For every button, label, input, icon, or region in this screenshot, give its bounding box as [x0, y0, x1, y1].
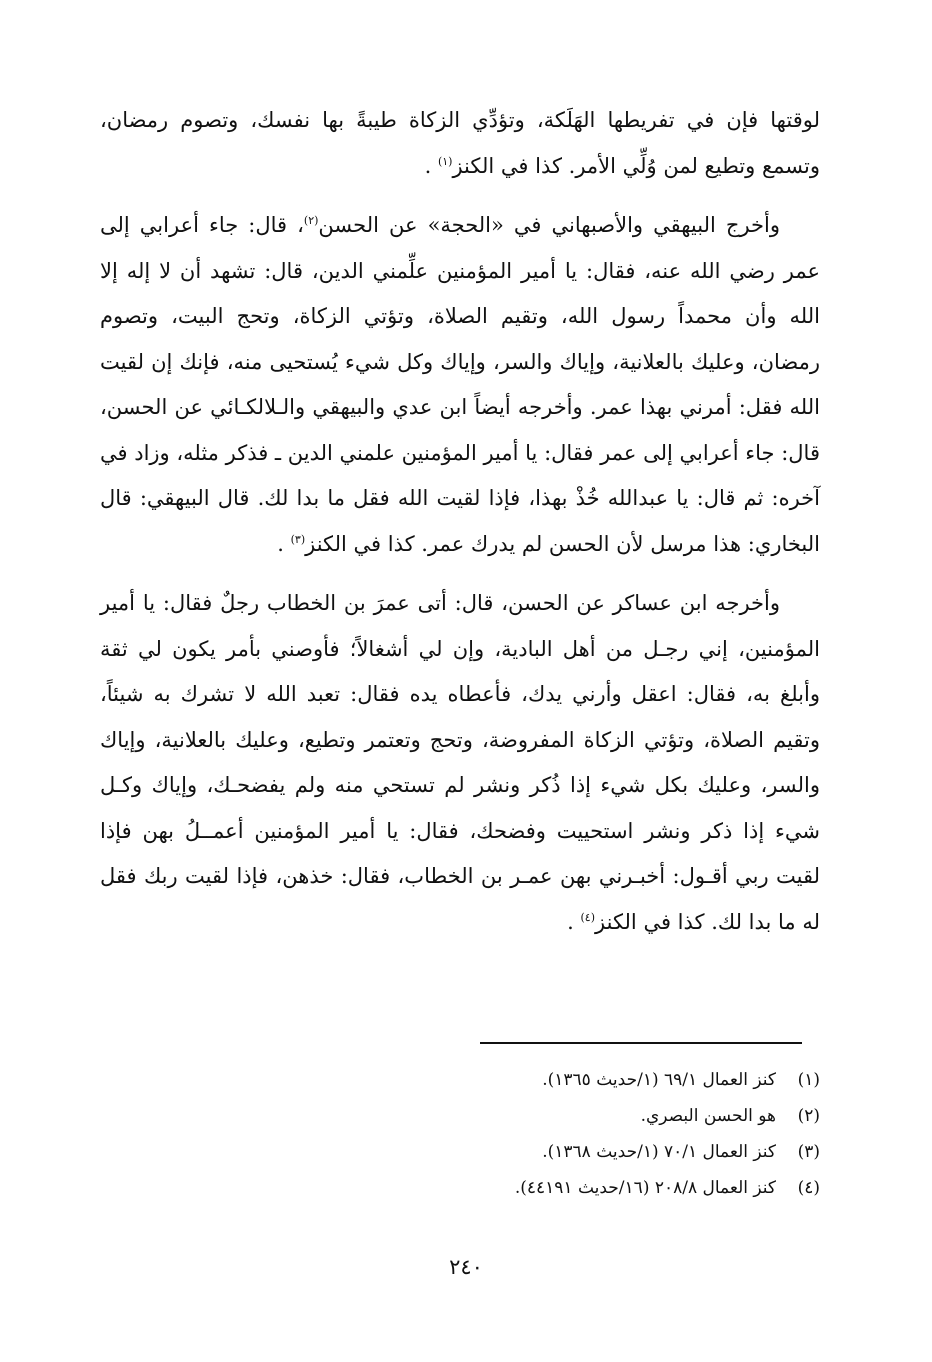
footnotes — [100, 1062, 820, 1206]
paragraph-1-end: . — [424, 153, 438, 178]
footnote-4 — [100, 1170, 820, 1206]
paragraph-2-end: . — [277, 531, 291, 556]
footnote-text: كنز العمال ٦٩/١ (١/حديث ١٣٦٥). — [542, 1070, 776, 1090]
footnote-ref-2: (٢) — [303, 214, 319, 227]
footnote-text: كنز العمال ٢٠٨/٨ (١٦/حديث ٤٤١٩١). — [514, 1178, 776, 1198]
footnote-text: هو الحسن البصري. — [640, 1106, 776, 1126]
footnote-number: (١) — [797, 1070, 820, 1090]
footnote-number: (٤) — [797, 1178, 820, 1198]
paragraph-3-end: . — [567, 909, 581, 934]
footnote-ref-3: (٣) — [290, 532, 306, 546]
page-number: ٢٤٠ — [449, 1255, 483, 1279]
paragraph-1 — [100, 98, 820, 189]
paragraph-3-text: وأخرجه ابن عساكر عن الحسن، قال: أتى عمرَ بن الخطاب رجلٌ فقال: يا أمير المؤمنين، إني رجـل من أهل البادية، وإن لي أشغالاً؛ فأوصني بأمر يكون لي ثقة وأبلغ به، فقال: اعقل وأرني يدك، فأعطاه يده فقال: تعبد الله لا تشرك به شيئاً، وتقيم الصلاة، وتؤتي الزكاة المفروضة، وتحج وتعتمر وتطيع، وعليك بالعلانية، وإياك والسر، وعليك بكل شيء إذا ذُكر ونشر لم تستحي منه ولم يفضحـك، وإياك وكـل شيء إذا ذكر ونشر استحييت وفضحك، فقال: يا أمير المؤمنين أعمــلُ بهن فإذا لقيت ربي أقـول: أخبـرني بهن عمـر بن الخطاب، فقال: خذهن، فإذا لقيت ربك فقل له ما بدا لك. كذا في الكنز — [100, 591, 820, 934]
footnote-ref-1: (١) — [437, 154, 453, 168]
footnote-number: (٢) — [797, 1106, 820, 1126]
paragraph-1-text: لوقتها فإن في تفريطها الهَلَكة، وتؤدِّي الزكاة طيبةً بها نفسك، وتصوم رمضان، وتسمع وتطيع لمن وُلِّي الأمر. كذا في الكنز — [100, 108, 820, 178]
paragraph-2 — [100, 203, 820, 567]
footnote-2 — [100, 1098, 820, 1134]
paragraph-2-continuation: ، قال: جاء أعرابي إلى عمر رضي الله عنه، فقال: يا أمير المؤمنين علِّمني الدين، قال: تشهد أن لا إله إلا الله وأن محمداً رسول الله، وتقيم الصلاة، وتؤتي الزكاة، وتحج البيت، وتصوم رمضان، وعليك بالعلانية، وإياك والسر، وإياك وكل شيء يُستحيى منه، فإنك إن لقيت الله فقل: أمرني بهذا عمر. وأخرجه أيضاً ابن عدي والبيهقي والـلالكـائي عن الحسن، قال: جاء أعرابي إلى عمر فقال: يا أمير المؤمنين علمني الدين ـ فذكر مثله، وزاد في آخره: ثم قال: يا عبدالله خُذْ بهذا، فإذا لقيت الله فقل ما بدا لك. قال البيهقي: قال البخاري: هذا مرسل لأن الحسن لم يدرك عمر. كذا في الكنز — [100, 213, 820, 556]
paragraph-3 — [100, 581, 820, 945]
paragraph-2-text: وأخرج البيهقي والأصبهاني في «الحجة» عن الحسن — [318, 213, 780, 237]
main-text — [100, 98, 820, 959]
footnote-3 — [100, 1134, 820, 1170]
footnote-ref-4: (٤) — [580, 910, 596, 924]
footnote-separator — [480, 1042, 802, 1044]
footnote-1 — [100, 1062, 820, 1098]
footnote-number: (٣) — [797, 1142, 820, 1162]
footnote-text: كنز العمال ٧٠/١ (١/حديث ١٣٦٨). — [542, 1142, 776, 1162]
